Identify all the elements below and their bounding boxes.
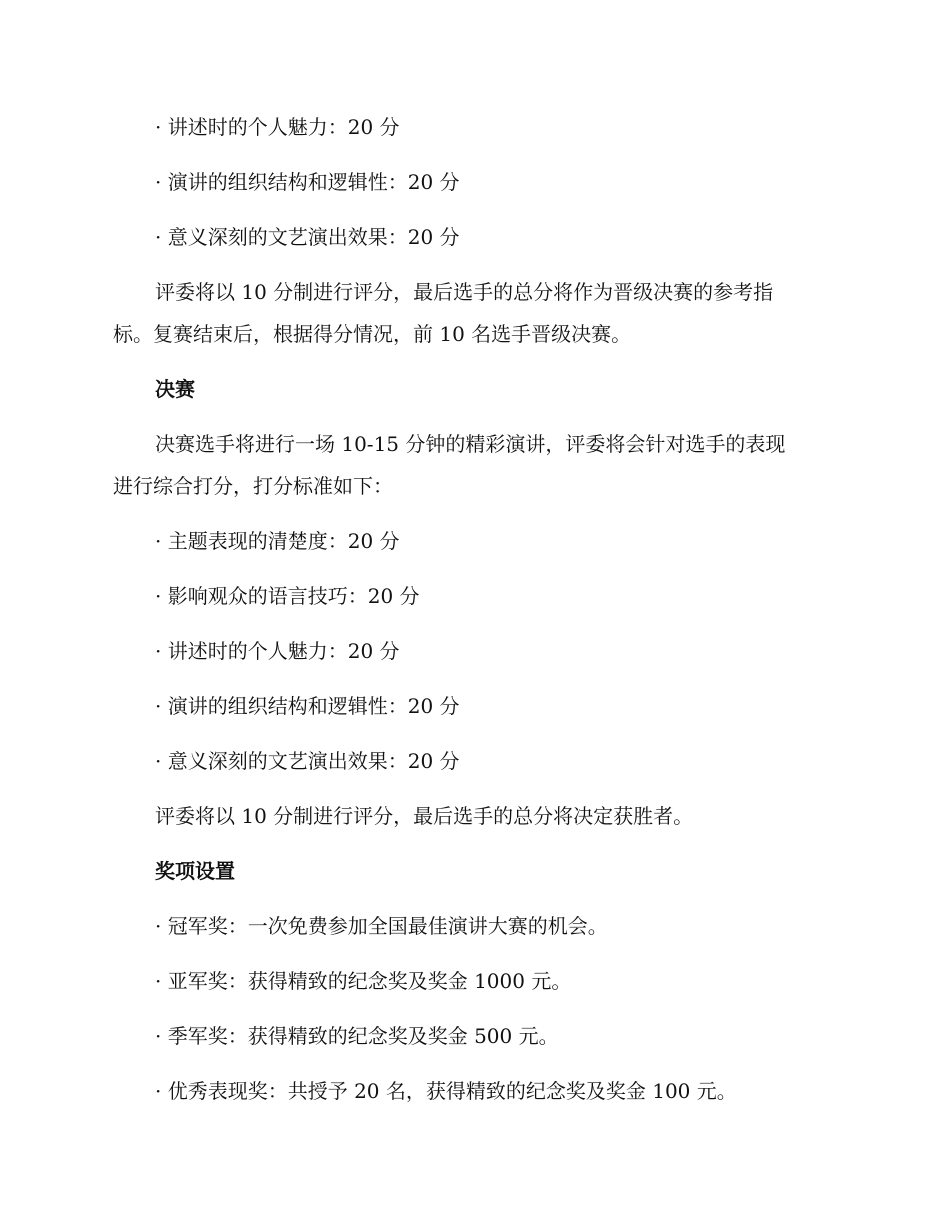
awards-heading: 奖项设置: [155, 859, 235, 883]
final-scoring-paragraph: 评委将以 10 分制进行评分，最后选手的总分将决定获胜者。: [155, 804, 694, 828]
award-runner-up: · 亚军奖：获得精致的纪念奖及奖金 1000 元。: [155, 969, 572, 993]
round2-scoring-paragraph-line2: 标。复赛结束后，根据得分情况，前 10 名选手晋级决赛。: [113, 322, 632, 346]
final-intro-line2: 进行综合打分，打分标准如下：: [113, 474, 393, 498]
round2-criterion-artistic-effect: · 意义深刻的文艺演出效果：20 分: [155, 225, 460, 249]
final-criterion-language: · 影响观众的语言技巧：20 分: [155, 584, 420, 608]
round2-scoring-paragraph-line1: 评委将以 10 分制进行评分，最后选手的总分将作为晋级决赛的参考指: [155, 280, 774, 304]
final-criterion-clarity: · 主题表现的清楚度：20 分: [155, 529, 400, 553]
award-outstanding-performance: · 优秀表现奖：共授予 20 名，获得精致的纪念奖及奖金 100 元。: [155, 1079, 737, 1103]
award-champion: · 冠军奖：一次免费参加全国最佳演讲大赛的机会。: [155, 914, 608, 938]
final-intro-line1: 决赛选手将进行一场 10-15 分钟的精彩演讲，评委将会针对选手的表现: [155, 432, 786, 456]
round2-criterion-structure: · 演讲的组织结构和逻辑性：20 分: [155, 170, 460, 194]
final-heading: 决赛: [155, 377, 195, 401]
round2-criterion-charisma: · 讲述时的个人魅力：20 分: [155, 115, 400, 139]
final-criterion-structure: · 演讲的组织结构和逻辑性：20 分: [155, 694, 460, 718]
final-criterion-charisma: · 讲述时的个人魅力：20 分: [155, 639, 400, 663]
award-third-place: · 季军奖：获得精致的纪念奖及奖金 500 元。: [155, 1024, 559, 1048]
final-criterion-artistic-effect: · 意义深刻的文艺演出效果：20 分: [155, 749, 460, 773]
